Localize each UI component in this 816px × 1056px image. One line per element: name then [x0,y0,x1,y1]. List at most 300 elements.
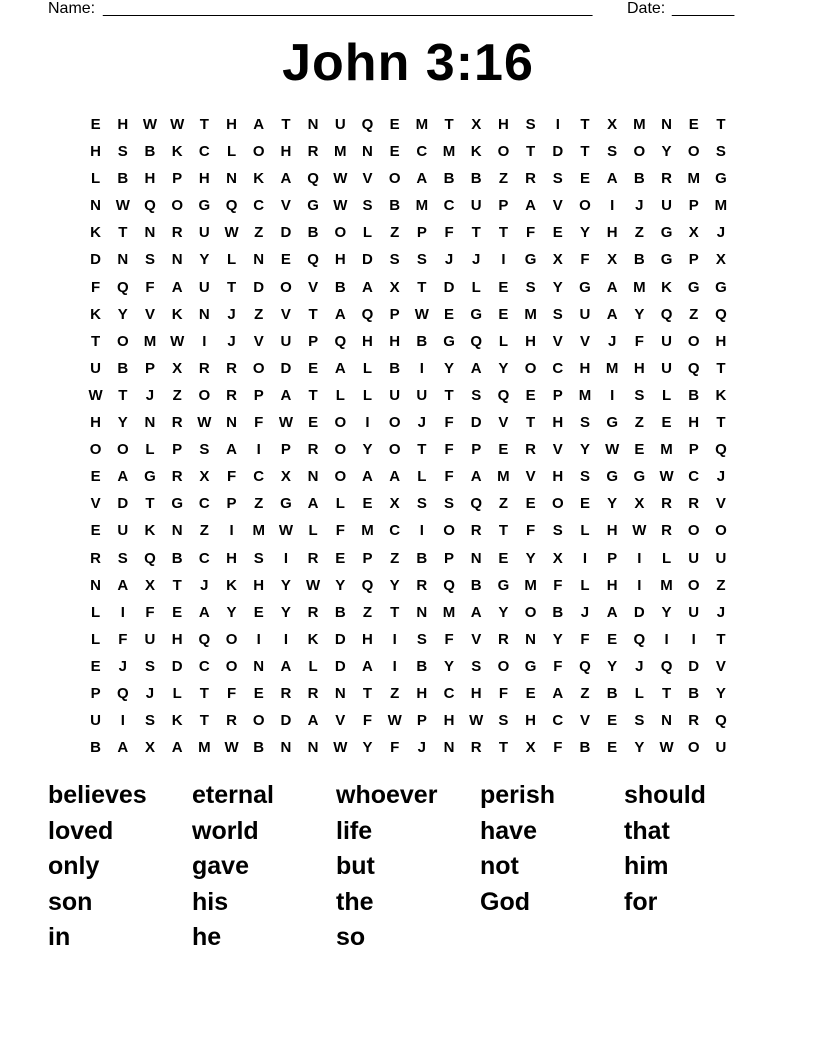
grid-cell: M [143,332,157,350]
grid-cell: H [525,712,537,730]
grid-cell: O [687,143,700,161]
grid-cell: G [606,414,618,432]
grid-cell: Z [254,224,264,242]
grid-cell: N [280,739,292,757]
grid-cell: T [390,603,400,621]
grid-cell: L [362,224,373,242]
grid-cell: Y [117,414,128,432]
grid-cell: F [145,603,155,621]
grid-cell: T [498,224,508,242]
grid-cell: I [419,522,424,540]
grid-cell: O [252,359,265,377]
grid-cell: O [497,657,510,675]
grid-cell: A [525,197,537,215]
grid-cell: D [253,278,265,296]
grid-cell: D [633,603,645,621]
grid-cell: A [470,359,482,377]
grid-cell: R [226,359,237,377]
grid-cell: G [524,657,537,675]
grid-cell: E [389,116,400,133]
grid-cell: I [120,603,125,621]
grid-cell: S [199,441,210,459]
grid-cell: I [501,251,506,269]
grid-cell: V [498,414,509,432]
grid-cell: F [444,224,454,242]
grid-cell: T [417,278,427,296]
grid-cell: S [362,197,373,215]
grid-cell: B [552,603,564,621]
grid-cell: J [145,684,155,702]
grid-cell: N [198,305,210,323]
grid-cell: A [606,278,618,296]
grid-cell: G [497,576,510,594]
grid-cell: Y [280,603,291,621]
grid-cell: Q [361,116,374,133]
grid-cell: M [252,522,265,540]
grid-cell: T [716,630,726,648]
date-blank-line: _______ [672,0,735,17]
grid-cell: C [552,712,564,730]
grid-cell: V [579,712,590,730]
grid-cell: T [526,414,536,432]
grid-cell: R [688,495,700,513]
grid-cell: E [634,441,645,459]
grid-cell: A [606,305,618,323]
grid-cell: U [90,359,102,377]
grid-cell: X [144,576,155,594]
grid-cell: G [198,197,211,215]
grid-cell: J [145,386,155,404]
grid-cell: E [607,712,618,730]
word-bank-item: his [192,887,229,916]
grid-cell: B [633,251,645,269]
grid-cell: R [198,359,210,377]
grid-cell: B [334,278,346,296]
grid-cell: K [253,170,265,188]
grid-cell: S [253,549,264,567]
grid-cell: W [170,332,185,350]
grid-cell: Y [226,603,237,621]
grid-cell: P [688,441,699,459]
grid-cell: H [579,359,591,377]
grid-cell: W [387,712,402,730]
grid-cell: X [607,116,618,133]
grid-cell: O [687,739,700,757]
grid-cell: M [660,576,673,594]
grid-cell: M [633,116,646,133]
grid-cell: H [606,522,618,540]
grid-cell: N [226,170,237,188]
grid-cell: S [416,630,427,648]
grid-cell: W [142,116,158,133]
grid-cell: N [171,522,183,540]
grid-cell: X [172,359,183,377]
grid-cell: E [444,305,455,323]
grid-cell: Y [444,657,455,675]
word-bank-item: son [48,887,93,916]
grid-cell: A [362,657,373,675]
word-bank-item: whoever [336,781,438,809]
grid-cell: F [145,278,155,296]
grid-cell: P [498,197,509,215]
grid-cell: T [199,684,209,702]
grid-cell: N [90,197,102,215]
grid-cell: N [226,414,237,432]
grid-cell: F [526,522,536,540]
grid-cell: L [91,630,101,648]
grid-cell: W [170,116,185,133]
grid-cell: L [580,522,590,540]
grid-cell: A [334,359,346,377]
grid-cell: T [526,143,536,161]
grid-cell: H [525,332,537,350]
grid-cell: B [470,576,482,594]
grid-cell: Y [117,305,128,323]
grid-cell: V [253,332,264,350]
header [48,0,768,20]
grid-cell: S [471,386,482,404]
grid-cell: D [280,224,292,242]
grid-cell: G [144,468,156,486]
grid-cell: B [688,386,700,404]
grid-cell: O [89,441,102,459]
grid-cell: S [117,143,128,161]
grid-cell: V [280,305,291,323]
grid-cell: D [280,712,292,730]
grid-cell: G [443,332,455,350]
word-bank-item: not [480,852,519,880]
grid-cell: Q [144,197,156,215]
grid-cell: V [308,278,319,296]
grid-cell: M [714,197,728,215]
grid-cell: V [579,332,590,350]
grid-cell: T [308,386,318,404]
grid-cell: E [90,116,101,133]
grid-cell: A [362,468,373,486]
grid-cell: X [471,116,482,133]
grid-cell: O [388,441,401,459]
grid-cell: S [117,549,128,567]
grid-cell: M [633,278,646,296]
grid-cell: Y [579,441,590,459]
grid-cell: U [715,739,727,757]
grid-cell: P [144,359,155,377]
grid-cell: Y [280,576,291,594]
grid-cell: U [117,522,129,540]
grid-cell: I [120,712,125,730]
grid-cell: B [307,224,319,242]
grid-cell: G [660,224,673,242]
word-bank-item: have [480,816,537,845]
grid-cell: G [633,468,646,486]
grid-cell: T [498,739,508,757]
grid-cell: H [198,170,210,188]
grid-cell: Q [116,278,129,296]
grid-cell: V [715,657,726,675]
grid-cell: E [498,278,509,296]
grid-cell: A [606,170,618,188]
grid-cell: N [253,657,265,675]
grid-cell: E [362,495,373,513]
grid-cell: H [362,630,373,648]
grid-cell: Z [390,224,400,242]
grid-cell: K [226,576,237,594]
grid-cell: W [659,468,674,486]
grid-cell: W [224,739,239,757]
grid-cell: U [688,549,700,567]
grid-cell: O [687,576,700,594]
grid-cell: O [579,197,591,215]
grid-cell: B [389,197,401,215]
grid-cell: O [334,468,347,486]
grid-cell: W [88,386,103,404]
grid-cell: U [280,332,292,350]
grid-cell: T [580,116,590,133]
grid-cell: Z [580,684,590,702]
grid-cell: H [715,332,727,350]
grid-cell: R [307,441,319,459]
name-blank-line: _______________________________________________________ [103,0,593,17]
grid-cell: R [661,170,672,188]
grid-cell: I [392,630,397,648]
grid-cell: W [197,414,212,432]
grid-cell: U [661,332,672,350]
grid-cell: Y [362,739,373,757]
grid-cell: J [472,251,481,269]
grid-cell: N [307,739,319,757]
grid-cell: O [280,278,292,296]
grid-cell: I [691,630,696,648]
grid-cell: H [117,116,129,133]
grid-cell: N [253,251,265,269]
grid-cell: P [416,224,427,242]
grid-cell: W [333,170,348,188]
grid-cell: N [307,116,319,133]
grid-cell: O [633,143,646,161]
grid-cell: M [660,441,673,459]
grid-cell: H [334,251,346,269]
grid-cell: N [144,224,156,242]
grid-cell: S [715,143,726,161]
grid-cell: S [389,251,400,269]
grid-cell: Q [687,359,700,377]
grid-cell: M [415,116,429,133]
grid-cell: N [334,684,346,702]
grid-cell: W [224,224,239,242]
grid-cell: M [198,739,211,757]
grid-cell: M [497,468,510,486]
grid-cell: I [365,414,370,432]
grid-cell: H [90,414,102,432]
grid-cell: A [307,712,319,730]
grid-cell: X [688,224,699,242]
grid-cell: C [443,684,455,702]
grid-cell: Z [390,684,400,702]
word-bank-item: in [48,923,71,951]
grid-cell: Q [715,712,727,730]
grid-cell: S [525,278,536,296]
grid-cell: T [308,305,318,323]
grid-cell: G [579,278,591,296]
grid-cell: X [144,739,155,757]
grid-cell: J [716,468,726,486]
grid-cell: U [416,386,428,404]
grid-cell: I [582,549,588,567]
grid-cell: X [389,278,400,296]
grid-cell: G [524,251,537,269]
grid-cell: F [444,441,454,459]
grid-cell: S [552,170,563,188]
grid-cell: B [470,170,482,188]
grid-cell: B [389,359,401,377]
grid-cell: P [389,305,400,323]
grid-cell: H [552,414,564,432]
grid-cell: H [144,170,156,188]
grid-cell: F [226,684,237,702]
grid-cell: O [497,143,510,161]
grid-cell: A [280,170,292,188]
grid-cell: Y [715,684,726,702]
grid-cell: T [444,116,454,133]
grid-cell: G [171,495,183,513]
grid-cell: I [392,657,397,675]
grid-cell: V [715,495,726,513]
grid-cell: L [362,359,373,377]
grid-cell: J [635,197,644,215]
grid-cell: E [308,414,319,432]
grid-cell: O [116,441,129,459]
grid-cell: E [389,143,400,161]
grid-cell: Q [470,495,483,513]
grid-cell: M [578,386,592,404]
grid-cell: Y [634,739,645,757]
grid-cell: X [552,549,563,567]
grid-cell: F [553,576,563,594]
grid-cell: L [226,251,237,269]
grid-cell: U [579,305,591,323]
grid-cell: F [118,630,128,648]
grid-cell: E [525,684,536,702]
grid-cell: S [579,414,590,432]
word-bank [48,778,768,956]
grid-cell: R [226,386,237,404]
grid-cell: E [525,495,536,513]
grid-cell: O [524,359,537,377]
grid-cell: M [442,143,456,161]
grid-cell: I [610,197,615,215]
word-bank-item: world [192,816,259,845]
grid-cell: Y [552,630,563,648]
grid-cell: A [253,116,265,133]
grid-cell: D [362,251,373,269]
grid-cell: K [171,305,183,323]
grid-cell: O [687,522,700,540]
grid-cell: R [307,603,319,621]
grid-cell: X [389,495,400,513]
grid-cell: W [659,739,674,757]
grid-cell: I [229,522,234,540]
grid-cell: L [661,386,672,404]
grid-cell: U [144,630,156,648]
grid-cell: P [226,495,237,513]
date-label: Date: [627,0,666,17]
word-bank-item: loved [48,816,114,845]
grid-cell: K [144,522,156,540]
grid-cell: C [253,197,265,215]
grid-cell: W [469,712,484,730]
grid-cell: J [716,603,726,621]
grid-cell: H [362,332,373,350]
grid-cell: B [117,359,129,377]
grid-cell: W [278,522,293,540]
grid-cell: J [227,332,236,350]
grid-cell: T [498,522,508,540]
grid-cell: W [605,441,620,459]
grid-cell: H [90,143,102,161]
grid-cell: F [362,712,373,730]
grid-cell: Y [335,576,346,594]
grid-cell: A [334,305,346,323]
grid-cell: Z [362,603,373,621]
grid-cell: L [308,657,318,675]
grid-cell: Q [361,305,374,323]
grid-cell: F [553,657,563,675]
grid-cell: V [335,712,346,730]
grid-cell: J [580,603,590,621]
grid-cell: M [524,305,537,323]
grid-cell: T [226,278,237,296]
grid-cell: Y [199,251,210,269]
grid-cell: J [716,224,726,242]
grid-cell: T [417,441,427,459]
word-bank-item: gave [192,852,249,880]
grid-cell: T [118,386,128,404]
grid-cell: Z [390,549,400,567]
grid-cell: S [471,657,482,675]
grid-cell: P [444,549,455,567]
grid-cell: G [280,495,292,513]
grid-cell: S [525,116,536,133]
grid-cell: W [333,739,348,757]
grid-cell: H [552,468,564,486]
grid-cell: F [553,739,563,757]
grid-cell: H [389,332,401,350]
grid-cell: E [253,684,264,702]
grid-cell: F [526,224,536,242]
grid-cell: L [335,386,345,404]
grid-cell: Y [661,603,672,621]
grid-cell: Y [362,441,373,459]
grid-cell: X [552,251,563,269]
grid-cell: O [687,332,700,350]
grid-cell: X [607,251,618,269]
grid-cell: S [552,522,563,540]
grid-cell: O [334,224,347,242]
grid-cell: E [90,522,101,540]
grid-cell: M [361,522,374,540]
grid-cell: A [117,468,129,486]
grid-cell: Z [716,576,726,594]
grid-cell: U [90,712,102,730]
grid-cell: K [470,143,482,161]
grid-cell: T [471,224,481,242]
grid-cell: W [115,197,130,215]
grid-cell: D [334,630,346,648]
grid-cell: A [117,576,129,594]
grid-cell: A [389,468,401,486]
grid-cell: Z [254,495,264,513]
grid-cell: T [661,684,672,702]
